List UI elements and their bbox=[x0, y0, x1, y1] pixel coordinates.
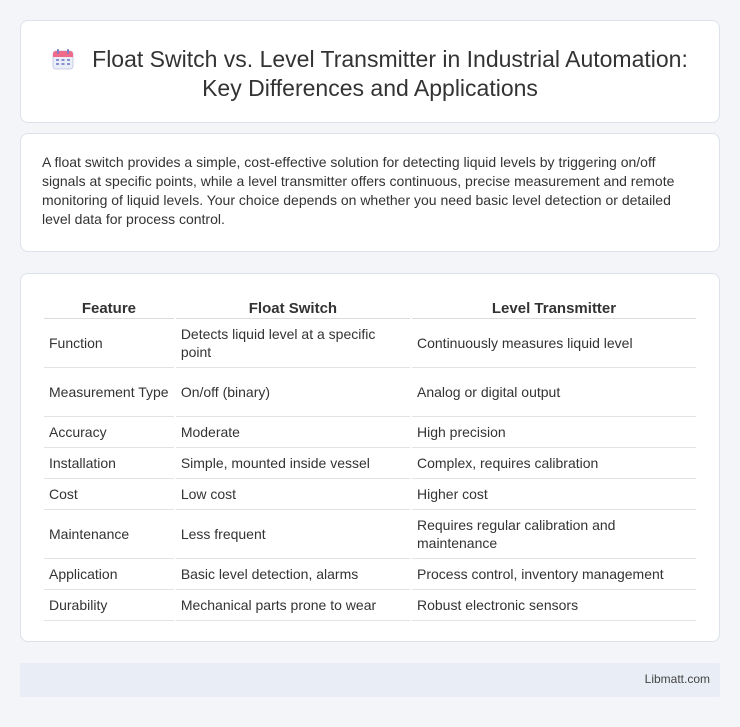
cell-level-transmitter: Process control, inventory management bbox=[412, 559, 696, 590]
cell-level-transmitter: High precision bbox=[412, 417, 696, 448]
cell-float-switch: Less frequent bbox=[176, 510, 410, 559]
cell-level-transmitter: Higher cost bbox=[412, 479, 696, 510]
cell-level-transmitter: Complex, requires calibration bbox=[412, 448, 696, 479]
header-feature: Feature bbox=[44, 296, 174, 319]
cell-feature: Application bbox=[44, 559, 174, 590]
cell-float-switch: Basic level detection, alarms bbox=[176, 559, 410, 590]
cell-feature: Cost bbox=[44, 479, 174, 510]
comparison-table-card bbox=[20, 273, 720, 642]
table-header-row bbox=[44, 296, 696, 319]
cell-float-switch: Detects liquid level at a specific point bbox=[176, 319, 410, 368]
table-row bbox=[44, 590, 696, 621]
intro-paragraph: A float switch provides a simple, cost-effective solution for detecting liquid levels by triggering on/off signals at specific points, while a level transmitter offers continuous, precise measurement and remote monitoring of liquid levels. Your choice depends on whether you need basic level detection or detailed level data for process control. bbox=[42, 154, 675, 227]
cell-level-transmitter: Analog or digital output bbox=[412, 368, 696, 417]
footer-bar bbox=[20, 663, 720, 697]
footer-site-link[interactable]: Libmatt.com bbox=[644, 672, 710, 686]
comparison-table bbox=[42, 296, 698, 621]
cell-float-switch: Low cost bbox=[176, 479, 410, 510]
page-title: Float Switch vs. Level Transmitter in Industrial Automation: Key Differences and Applications bbox=[92, 46, 688, 101]
intro-card bbox=[20, 133, 720, 252]
calendar-icon bbox=[52, 48, 74, 70]
table-row bbox=[44, 319, 696, 368]
cell-float-switch: On/off (binary) bbox=[176, 368, 410, 417]
cell-level-transmitter: Requires regular calibration and maintenance bbox=[412, 510, 696, 559]
cell-float-switch: Moderate bbox=[176, 417, 410, 448]
header-level-transmitter: Level Transmitter bbox=[412, 296, 696, 319]
cell-feature: Function bbox=[44, 319, 174, 368]
header-float-switch: Float Switch bbox=[176, 296, 410, 319]
table-row bbox=[44, 510, 696, 559]
page-title-wrap bbox=[21, 45, 719, 103]
cell-feature: Installation bbox=[44, 448, 174, 479]
cell-feature: Durability bbox=[44, 590, 174, 621]
table-row bbox=[44, 448, 696, 479]
cell-float-switch: Mechanical parts prone to wear bbox=[176, 590, 410, 621]
title-card bbox=[20, 20, 720, 123]
cell-level-transmitter: Continuously measures liquid level bbox=[412, 319, 696, 368]
table-row bbox=[44, 479, 696, 510]
cell-level-transmitter: Robust electronic sensors bbox=[412, 590, 696, 621]
table-row bbox=[44, 417, 696, 448]
cell-feature: Measurement Type bbox=[44, 368, 174, 417]
table-row bbox=[44, 368, 696, 417]
cell-float-switch: Simple, mounted inside vessel bbox=[176, 448, 410, 479]
table-row bbox=[44, 559, 696, 590]
cell-feature: Maintenance bbox=[44, 510, 174, 559]
cell-feature: Accuracy bbox=[44, 417, 174, 448]
